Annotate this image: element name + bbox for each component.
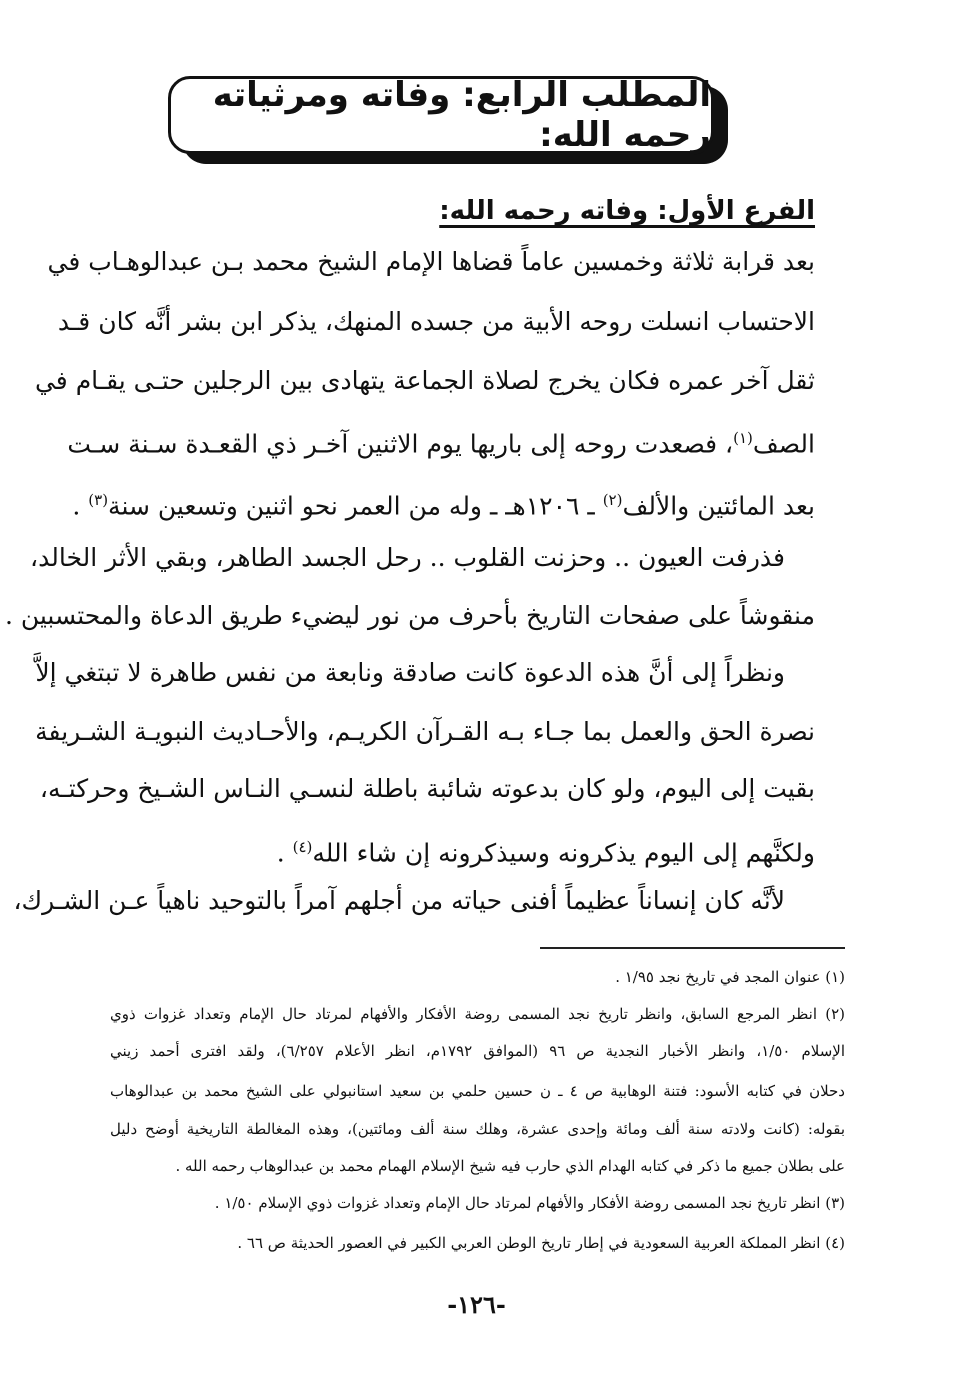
page-number: -١٢٦- bbox=[447, 1290, 506, 1319]
body-text: بعد المائتين والألف bbox=[622, 491, 815, 521]
footnote-separator bbox=[540, 947, 845, 949]
section-title-box bbox=[168, 76, 714, 154]
footnote-ref: (٤) bbox=[292, 838, 313, 856]
footnote: على بطلان جميع ما ذكر في كتابه الهدام الذي حارب فيه شيخ الإسلام الهمام محمد بن عبدالوهاب رحمه الله . bbox=[175, 1157, 845, 1175]
body-line: بعد قرابة ثلاثة وخمسين عاماً قضاها الإمام الشيخ محمد بـن عبدالوهـاب في bbox=[47, 247, 815, 276]
body-text: الصف bbox=[752, 429, 815, 459]
footnote-ref: (١) bbox=[733, 429, 753, 447]
body-line: فذرفت العيون .. وحزنت القلوب .. رحل الجسد الطاهر، وبقي الأثر الخالد، bbox=[30, 543, 785, 572]
body-line: الاحتساب انسلت روحه الأبية من جسده المنهك، يذكر ابن بشر أنَّه كان قـد bbox=[57, 307, 815, 336]
footnote: دحلان في كتابه الأسود: فتنة الوهابية ص ٤ ـ ن حسين حلمي بن سعيد استانبولي على الشيخ محمد بن عبدالوهاب bbox=[110, 1082, 845, 1100]
body-line bbox=[109, 829, 815, 871]
body-text: ولكنَّهم إلى اليوم يذكرونه وسيذكرونه إن شاء الله bbox=[312, 838, 815, 868]
footnote-ref: (٢) bbox=[602, 491, 623, 509]
body-text: . bbox=[72, 491, 89, 521]
body-text: . bbox=[276, 838, 293, 868]
footnote: (١) عنوان المجد في تاريخ نجد ١/٩٥ . bbox=[615, 968, 845, 986]
footnote: الإسلام ١/٥٠، وانظر الأخبار النجدية ص ٩٦ (الموافق ١٧٩٢م، انظر الأعلام ٦/٢٥٧)، ولقد افترى أحمد زيني bbox=[110, 1042, 846, 1060]
body-line: بقيت إلى اليوم، ولو كان بدعوته شائبة باطلة لنسـي النـاس الشـيخ وحركتـه، bbox=[39, 774, 815, 803]
subsection-heading: الفرع الأول: وفاته رحمه الله: bbox=[439, 196, 815, 226]
footnote: (٣) انظر تاريخ نجد المسمى روضة الأفكار والأفهام لمرتاد حال الإمام وتعداد غزوات ذوي الإسلام ١/٥٠ . bbox=[214, 1194, 845, 1212]
section-title: المطلب الرابع: وفاته ومرثياته رحمه الله: bbox=[212, 75, 711, 155]
body-line: منقوشاً على صفحات التاريخ بأحرف من نور ليضيء طريق الدعاة والمحتسبين . bbox=[4, 601, 815, 630]
body-line bbox=[72, 482, 815, 524]
body-line: نصرة الحق والعمل بما جـاء بـه القـرآن الكريـم، والأحـاديث النبويـة الشـريفة bbox=[35, 717, 815, 746]
body-line bbox=[67, 420, 815, 462]
body-text: ، فصعدت روحه إلى باريها يوم الاثنين آخـر ذي القعـدة سـنة سـت bbox=[67, 429, 734, 459]
footnote: (٢) انظر المرجع السابق، وانظر تاريخ نجد المسمى روضة الأفكار والأفهام لمرتاد حال الإمام وتعداد غزوات ذوي bbox=[110, 1005, 845, 1023]
body-line: لأنَّه كان إنساناً عظيماً أفنى حياته من أجلهم آمراً بالتوحيد ناهياً عـن الشـرك، bbox=[13, 886, 785, 915]
footnote: بقوله: (كانت ولادته سنة ألف ومائة وإحدى عشرة، وهلك سنة ألف ومائتين)، وهذه المغالطة التاريخية أوضح دليل bbox=[110, 1120, 845, 1138]
body-line: ونظراً إلى أنَّ هذه الدعوة كانت صادقة ونابعة من نفس طاهرة لا تبتغي إلاَّ bbox=[35, 658, 785, 687]
body-text: ـ ١٢٠٦هـ ـ وله من العمر نحو اثنين وتسعين سنة bbox=[108, 491, 603, 521]
body-line: ثقل آخر عمره فكان يخرج لصلاة الجماعة يتهادى بين الرجلين حتـى يقـام في bbox=[34, 366, 815, 395]
footnote: (٤) انظر المملكة العربية السعودية في إطار تاريخ الوطن العربي الكبير في العصور الحديثة ص ٦٦ . bbox=[237, 1234, 845, 1252]
footnote-ref: (٣) bbox=[88, 491, 109, 509]
